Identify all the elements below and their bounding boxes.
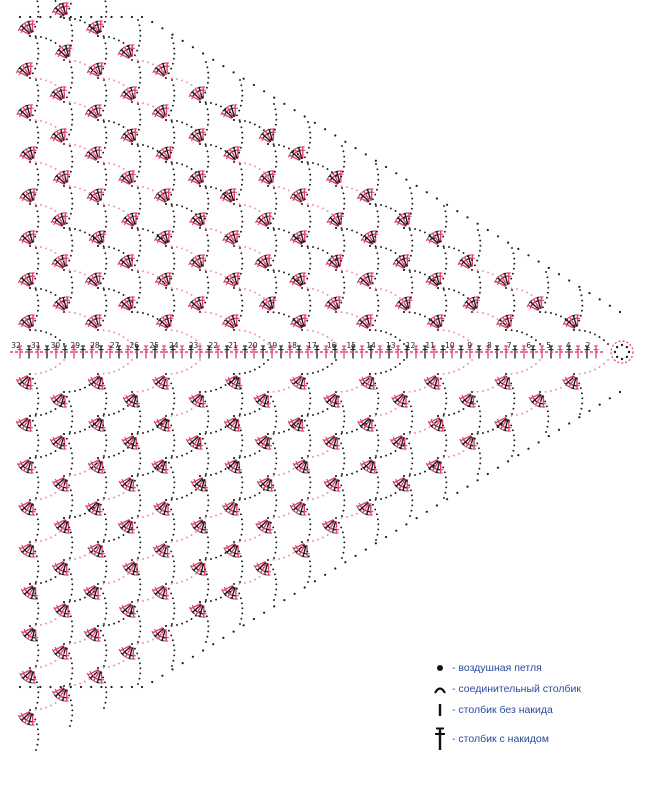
row-number-label: 16 <box>326 341 337 350</box>
row-number-label: 17 <box>307 341 317 350</box>
row-number-label: 20 <box>247 341 258 350</box>
row-number-label: 31 <box>30 341 41 350</box>
row-number-label: 6 <box>526 341 532 350</box>
row-number-label: 29 <box>70 341 80 350</box>
row-number-label: 32 <box>11 341 21 350</box>
row-number-label: 2 <box>585 341 591 350</box>
row-number-label: 11 <box>425 341 435 350</box>
row-number-label: 23 <box>188 341 199 350</box>
row-number-label: 15 <box>346 341 357 350</box>
row-number-label: 13 <box>386 341 396 350</box>
legend-label: - столбик без накида <box>452 703 553 716</box>
row-number-label: 8 <box>487 341 492 350</box>
legend-item-single-crochet <box>432 699 647 720</box>
fan-motifs <box>16 0 598 725</box>
row-number-label: 9 <box>467 341 473 350</box>
legend-item-slip-stitch <box>432 678 647 699</box>
row-number-label: 30 <box>50 341 61 350</box>
legend-item-chain <box>432 657 647 678</box>
row-number-label: 7 <box>506 341 512 350</box>
row-number-label: 28 <box>90 341 100 350</box>
legend-label: - соединительный столбик <box>452 682 581 695</box>
arc-icon <box>432 679 448 699</box>
row-number-label: 21 <box>228 341 238 350</box>
row-number-label: 12 <box>405 341 416 350</box>
bar-icon <box>432 700 448 720</box>
legend <box>432 657 647 754</box>
row-number-label: 24 <box>169 341 179 350</box>
legend-item-double-crochet <box>432 724 647 754</box>
row-number-label: 18 <box>287 341 297 350</box>
starting-ring <box>611 341 633 363</box>
row-number-label: 5 <box>546 341 551 350</box>
dot-icon <box>432 658 448 678</box>
legend-label: - воздушная петля <box>452 661 542 674</box>
chain-arcs <box>19 0 621 751</box>
row-number-label: 14 <box>366 341 376 350</box>
row-number-label: 22 <box>208 341 218 350</box>
row-number-label: 27 <box>109 341 120 350</box>
row-number-label: 10 <box>445 341 455 350</box>
legend-label: - столбик с накидом <box>452 733 549 745</box>
row-number-label: 4 <box>565 341 571 350</box>
row-number-label: 25 <box>149 341 159 350</box>
row-number-label: 26 <box>129 341 140 350</box>
row-number-label: 19 <box>267 341 278 350</box>
cross-icon <box>432 729 448 749</box>
